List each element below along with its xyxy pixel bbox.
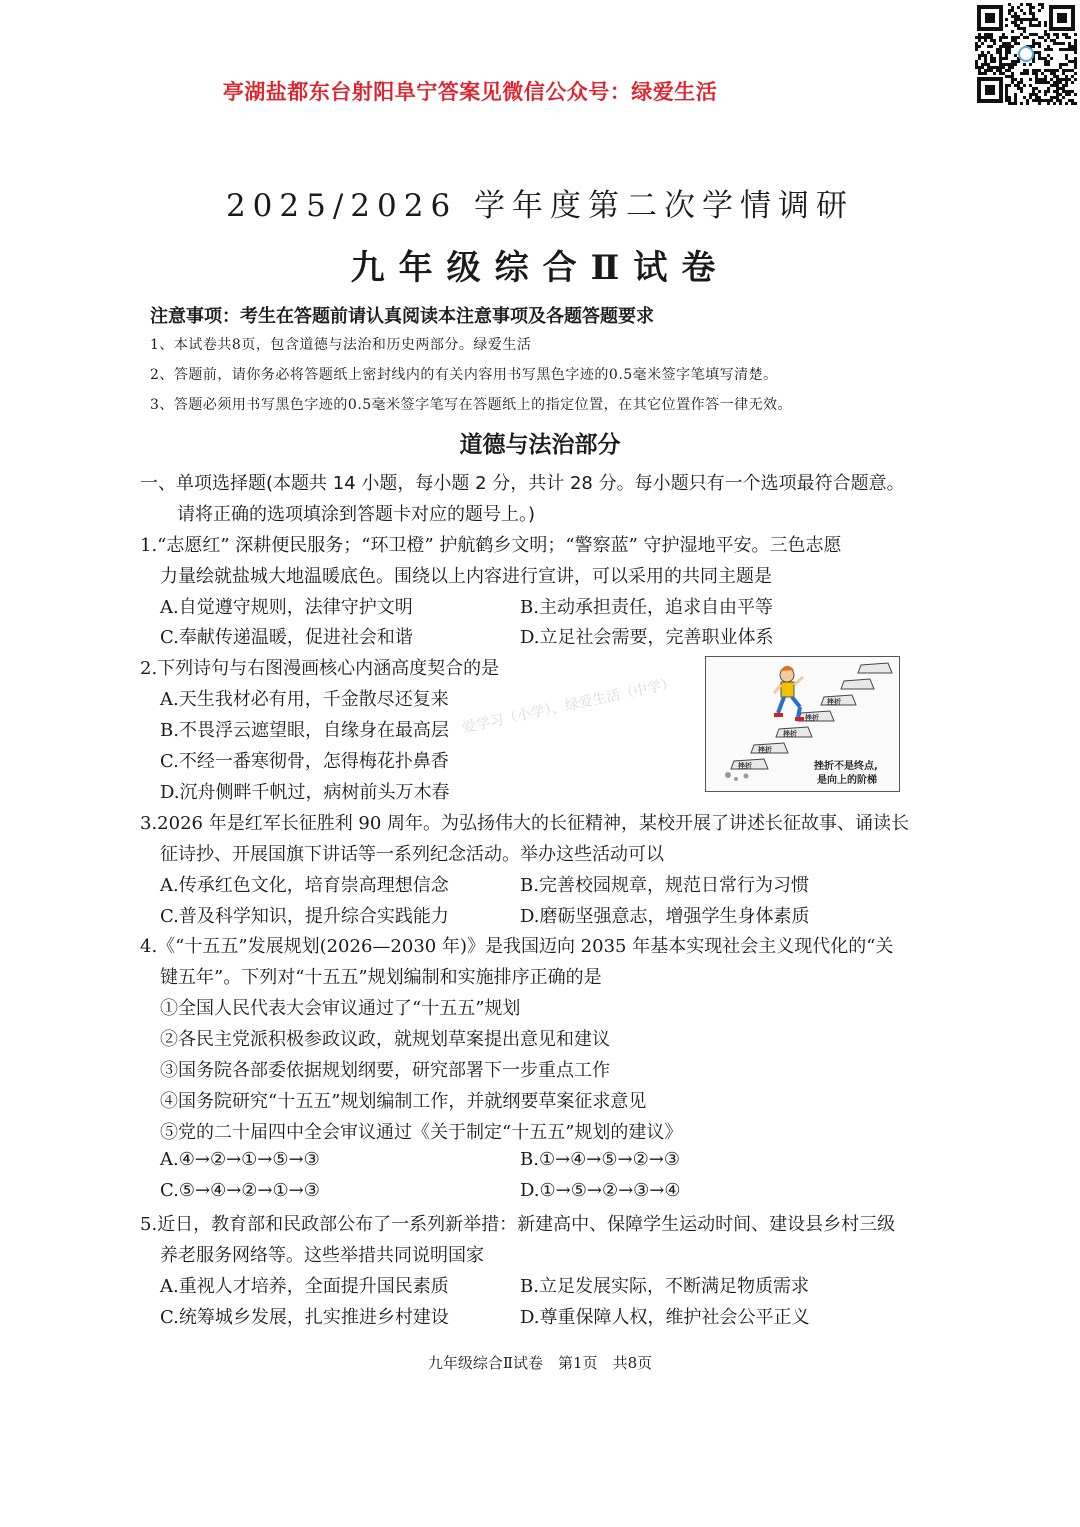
q3-option-a: A.传承红色文化，培育崇高理想信念 bbox=[160, 875, 449, 896]
part1-instruction-line1: 一、单项选择题(本题共 14 小题，每小题 2 分，共计 28 分。每小题只有一个选项最符合题意。 bbox=[140, 473, 905, 494]
q4-stem-line1: 4.《“十五五”发展规划(2026—2030 年)》是我国迈向 2035 年基本实现社会主义现代化的“关 bbox=[140, 936, 894, 957]
cartoon-step-label: 挫折 bbox=[738, 762, 752, 770]
q4-item-3: ③国务院各部委依据规划纲要，研究部署下一步重点工作 bbox=[160, 1060, 610, 1081]
q4-stem-line2: 键五年”。下列对“十五五”规划编制和实施排序正确的是 bbox=[160, 967, 602, 988]
q2-stem: 2.下列诗句与右图漫画核心内涵高度契合的是 bbox=[140, 658, 500, 679]
q1-option-d: D.立足社会需要，完善职业体系 bbox=[520, 627, 774, 648]
watermark: 爱学习（小学）、绿爱生活（中学） bbox=[460, 675, 677, 737]
q5-option-a: A.重视人才培养，全面提升国民素质 bbox=[160, 1276, 449, 1297]
section-title: 道德与法治部分 bbox=[459, 431, 621, 458]
notice-item-2: 2、答题前，请你务必将答题纸上密封线内的有关内容用书写黑色字迹的0.5毫米签字笔填写清楚。 bbox=[150, 367, 778, 383]
q5-stem-line2: 养老服务网络等。这些举措共同说明国家 bbox=[160, 1245, 484, 1266]
q2-option-b: B.不畏浮云遮望眼，自缘身在最高层 bbox=[160, 720, 449, 741]
part1-instruction-line2: 请将正确的选项填涂到答题卡对应的题号上。) bbox=[177, 504, 536, 525]
q3-stem-line2: 征诗抄、开展国旗下讲话等一系列纪念活动。举办这些活动可以 bbox=[160, 844, 664, 865]
q4-option-c: C.⑤→④→②→①→③ bbox=[160, 1180, 320, 1201]
promo-banner: 亭湖盐都东台射阳阜宁答案见微信公众号：绿爱生活 bbox=[222, 80, 718, 104]
q5-option-b: B.立足发展实际，不断满足物质需求 bbox=[520, 1276, 809, 1297]
cartoon-caption-line2: 是向上的阶梯 bbox=[817, 775, 877, 786]
exam-title-line2: 九年级综合Ⅱ试卷 bbox=[350, 248, 730, 288]
climbing-boy-icon bbox=[774, 666, 804, 721]
q1-option-b: B.主动承担责任，追求自由平等 bbox=[520, 597, 773, 618]
notice-item-3: 3、答题必须用书写黑色字迹的0.5毫米签字笔写在答题纸上的指定位置，在其它位置作答一律无效。 bbox=[150, 397, 793, 413]
q3-option-d: D.磨砺坚强意志，增强学生身体素质 bbox=[520, 906, 810, 927]
q2-option-d: D.沉舟侧畔千帆过，病树前头万木春 bbox=[160, 782, 450, 803]
q1-option-a: A.自觉遵守规则，法律守护文明 bbox=[160, 597, 413, 618]
q4-item-1: ①全国人民代表大会审议通过了“十五五”规划 bbox=[160, 998, 521, 1019]
cartoon-step-label: 挫折 bbox=[827, 698, 841, 706]
stairs-cartoon-icon bbox=[706, 657, 899, 791]
q1-stem-line1: 1.“志愿红” 深耕便民服务；“环卫橙” 护航鹤乡文明；“警察蓝” 守护湿地平安。三色志愿 bbox=[140, 535, 842, 556]
cartoon-step-label: 挫折 bbox=[783, 730, 797, 738]
page-footer: 九年级综合Ⅱ试卷 第1页 共8页 bbox=[427, 1354, 653, 1372]
q3-stem-line1: 3.2026 年是红军长征胜利 90 周年。为弘扬伟大的长征精神，某校开展了讲述长征故事、诵读长 bbox=[140, 813, 910, 834]
qr-code-icon bbox=[975, 3, 1077, 105]
q1-stem-line2: 力量绘就盐城大地温暖底色。围绕以上内容进行宣讲，可以采用的共同主题是 bbox=[160, 566, 772, 587]
cartoon-figure bbox=[705, 656, 900, 792]
cartoon-caption-line1: 挫折不是终点, bbox=[814, 761, 878, 772]
q2-option-c: C.不经一番寒彻骨，怎得梅花扑鼻香 bbox=[160, 751, 449, 772]
cartoon-step-label: 挫折 bbox=[758, 746, 772, 754]
q4-item-2: ②各民主党派积极参政议政，就规划草案提出意见和建议 bbox=[160, 1029, 610, 1050]
q1-option-c: C.奉献传递温暖，促进社会和谐 bbox=[160, 627, 413, 648]
q4-option-d: D.①→⑤→②→③→④ bbox=[520, 1180, 681, 1201]
cartoon-step-label: 挫折 bbox=[805, 714, 819, 722]
q5-stem-line1: 5.近日，教育部和民政部公布了一系列新举措：新建高中、保障学生运动时间、建设县乡村三级 bbox=[140, 1214, 896, 1235]
notice-item-1: 1、本试卷共8页，包含道德与法治和历史两部分。绿爱生活 bbox=[150, 337, 532, 353]
q4-item-4: ④国务院研究“十五五”规划编制工作，并就纲要草案征求意见 bbox=[160, 1091, 647, 1112]
q5-option-c: C.统筹城乡发展，扎实推进乡村建设 bbox=[160, 1307, 449, 1328]
q4-option-a: A.④→②→①→⑤→③ bbox=[160, 1149, 320, 1170]
q3-option-c: C.普及科学知识，提升综合实践能力 bbox=[160, 906, 449, 927]
q4-option-b: B.①→④→⑤→②→③ bbox=[520, 1149, 680, 1170]
notice-heading: 注意事项：考生在答题前请认真阅读本注意事项及各题答题要求 bbox=[150, 306, 654, 327]
q4-item-5: ⑤党的二十届四中全会审议通过《关于制定“十五五”规划的建议》 bbox=[160, 1122, 683, 1143]
q2-option-a: A.天生我材必有用，千金散尽还复来 bbox=[160, 689, 449, 710]
q3-option-b: B.完善校园规章，规范日常行为习惯 bbox=[520, 875, 809, 896]
exam-title-line1: 2025/2026 学年度第二次学情调研 bbox=[225, 188, 855, 224]
q5-option-d: D.尊重保障人权，维护社会公平正义 bbox=[520, 1307, 810, 1328]
